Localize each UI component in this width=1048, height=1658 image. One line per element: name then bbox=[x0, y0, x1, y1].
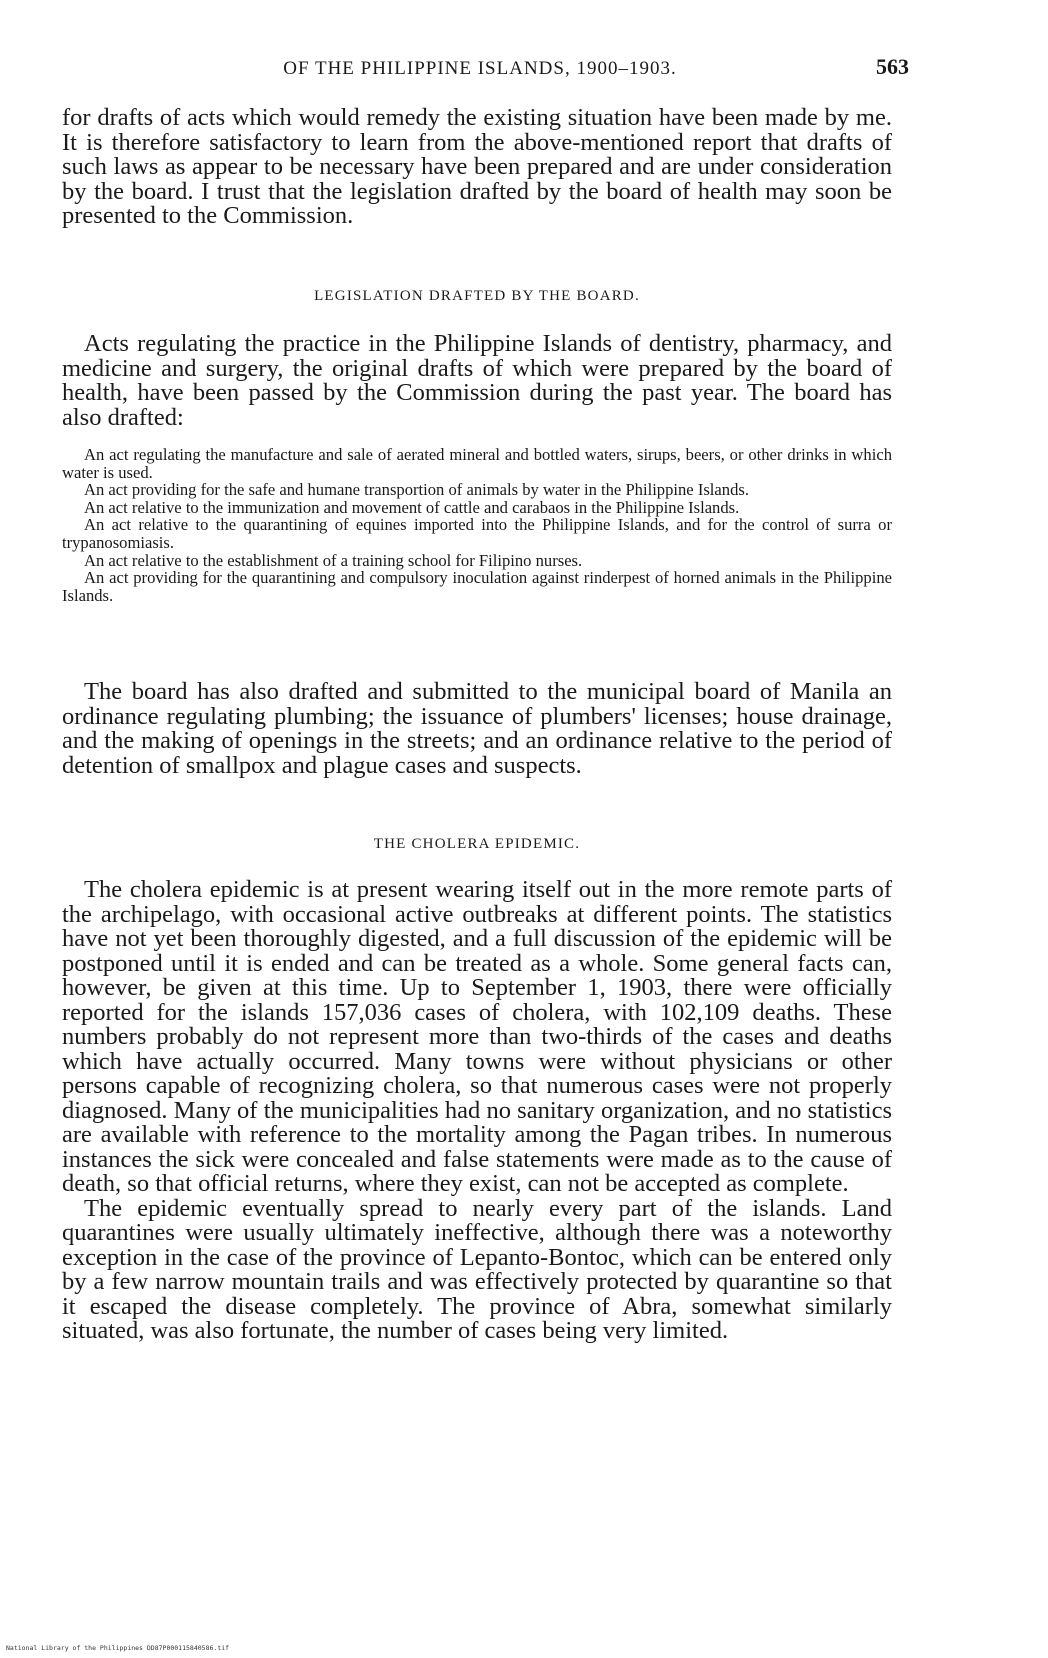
intro-paragraph: for drafts of acts which would remedy the existing situation have been made by me. It is therefore satisfactory to learn from the above-mentioned report that drafts of such laws as appear to be necessary have been prepared and are under consideration by the board. I trust that the legislation drafted by the board of health may soon be presented to the Commission. bbox=[62, 104, 892, 229]
list-item: An act providing for the safe and humane transportion of animals by water in the Philippine Islands. bbox=[84, 480, 749, 500]
ordinance-block bbox=[62, 680, 892, 778]
list-item: An act regulating the manufacture and sale of aerated mineral and bottled waters, sirups, beers, or other drinks in which water is used. bbox=[62, 445, 892, 482]
legislation-heading: LEGISLATION DRAFTED BY THE BOARD. bbox=[314, 288, 640, 304]
list-item: An act providing for the quarantining and compulsory inoculation against rinderpest of horned animals in the Philippine Islands. bbox=[62, 568, 892, 605]
list-item: An act relative to the establishment of a training school for Filipino nurses. bbox=[84, 550, 583, 570]
scan-footer: National Library of the Philippines DD87P000115840586.tif bbox=[6, 1644, 230, 1652]
legislation-block bbox=[62, 332, 892, 430]
drafted-acts-list bbox=[62, 446, 892, 604]
ordinance-paragraph: The board has also drafted and submitted to the municipal board of Manila an ordinance regulating plumbing; the issuance of plumbers' licenses; house drainage, and the making of openings in the streets; and an ordinance relative to the period of detention of smallpox and plague cases and suspects. bbox=[62, 678, 892, 779]
list-item: An act relative to the quarantining of equines imported into the Philippine Islands, and for the control of surra or trypanosomiasis. bbox=[62, 515, 892, 552]
cholera-paragraph-1: The cholera epidemic is at present wearing itself out in the more remote parts of the archipelago, with occasional active outbreaks at different points. The statistics have not yet been thoroughly digested, and a full discussion of the epidemic will be postponed until it is ended and can be treated as a whole. Some general facts can, however, be given at this time. Up to September 1, 1903, there were officially reported for the islands 157,036 cases of cholera, with 102,109 deaths. These numbers probably do not represent more than two-thirds of the cases and deaths which have actually occurred. Many towns were without physicians or other persons capable of recognizing cholera, so that numerous cases were not properly diagnosed. Many of the municipalities had no sanitary organization, and no statistics are available with reference to the mortality among the Pagan tribes. In numerous instances the sick were concealed and false statements were made as to the cause of death, so that official returns, where they exist, can not be accepted as complete. bbox=[62, 876, 892, 1197]
legislation-paragraph: Acts regulating the practice in the Philippine Islands of dentistry, pharmacy, and medicine and surgery, the original drafts of which were prepared by the board of health, have been passed by the Commission during the past year. The board has also drafted: bbox=[62, 330, 892, 431]
cholera-block bbox=[62, 878, 892, 1344]
cholera-heading: THE CHOLERA EPIDEMIC. bbox=[373, 836, 581, 852]
list-item: An act relative to the immunization and movement of cattle and carabaos in the Philippine Islands. bbox=[84, 497, 740, 517]
page-number: 563 bbox=[876, 54, 909, 79]
cholera-paragraph-2: The epidemic eventually spread to nearly every part of the islands. Land quarantines were usually ultimately ineffective, although there was a noteworthy exception in the case of the province of Lepanto-Bontoc, which can be entered only by a few narrow mountain trails and was effectively protected by quarantine so that it escaped the disease completely. The province of Abra, somewhat similarly situated, was also fortunate, the number of cases being very limited. bbox=[62, 1194, 892, 1344]
running-title: OF THE PHILIPPINE ISLANDS, 1900–1903. bbox=[283, 58, 677, 79]
intro-block bbox=[62, 106, 892, 229]
